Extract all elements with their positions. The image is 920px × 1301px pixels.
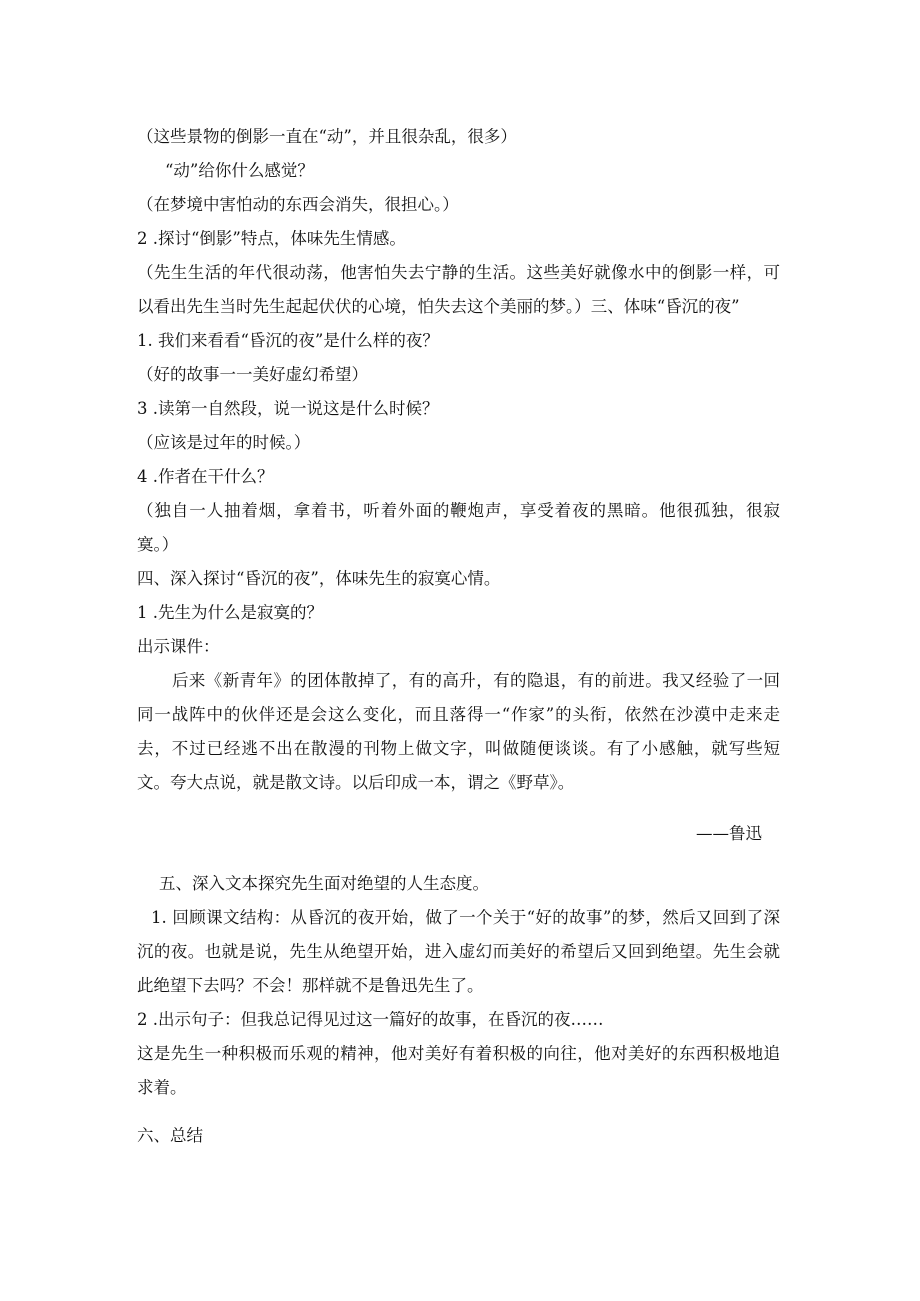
document-body: [137, 120, 780, 1153]
list-item: 3 .读第一自然段，说一说这是什么时候？: [137, 399, 439, 418]
paragraph: （先生生活的年代很动荡，他害怕失去宁静的生活。这些美好就像水中的倒影一样，可以看出先生当时先生起起伏伏的心境，怕失去这个美丽的梦。）三、体味“昏沉的夜”: [137, 263, 780, 316]
paragraph: （这些景物的倒影一直在“动”，并且很杂乱，很多）: [137, 127, 517, 146]
paragraph: （独自一人抽着烟，拿着书，听着外面的鞭炮声，享受着夜的黑暗。他很孤独，很寂寞。）: [137, 501, 780, 554]
list-item: 1. 我们来看看“昏沉的夜”是什么样的夜？: [137, 331, 439, 350]
quote-attribution: ——鲁迅: [696, 823, 762, 843]
paragraph: （在梦境中害怕动的东西会消失，很担心。）: [137, 195, 459, 214]
list-item: 2 .出示句子：但我总记得见过这一篇好的故事，在昏沉的夜……: [137, 1010, 604, 1029]
spacer: [137, 1105, 780, 1119]
paragraph: 出示课件：: [137, 637, 220, 656]
list-item: 1 .先生为什么是寂寞的？: [137, 603, 323, 622]
list-item: 4 .作者在干什么？: [137, 467, 274, 486]
block-quote: 后来《新青年》的团体散掉了，有的高升，有的隐退，有的前进。我又经验了一回同一战阵中的伙伴还是会这么变化，而且落得一“作家”的头衔，依然在沙漠中走来走去，不过已经逃不出在散漫的刊物上做文字，叫做随便谈谈。有了小感触，就写些短文。夸大点说，就是散文诗。以后印成一本，谓之《野草》。: [137, 671, 780, 792]
paragraph: （应该是过年的时候。）: [137, 433, 311, 452]
paragraph: 这是先生一种积极而乐观的精神，他对美好有着积极的向往，他对美好的东西积极地追求着。: [137, 1044, 780, 1097]
section-heading: 六、总结: [137, 1126, 203, 1145]
section-heading: 五、深入文本探究先生面对绝望的人生态度。: [159, 874, 489, 893]
list-item: 2 .探讨“倒影”特点，体味先生情感。: [137, 229, 406, 248]
list-item: 1. 回顾课文结构：从昏沉的夜开始，做了一个关于“好的故事”的梦，然后又回到了深沉的夜。也就是说，先生从绝望开始，进入虚幻而美好的希望后又回到绝望。先生会就此绝望下去吗？不会！那样就不是鲁迅先生了。: [137, 908, 780, 995]
paragraph: （好的故事一一美好虚幻希望）: [137, 365, 368, 384]
paragraph: “动”给你什么感觉？: [165, 161, 314, 180]
section-heading: 四、深入探讨“昏沉的夜”，体味先生的寂寞心情。: [137, 569, 501, 588]
